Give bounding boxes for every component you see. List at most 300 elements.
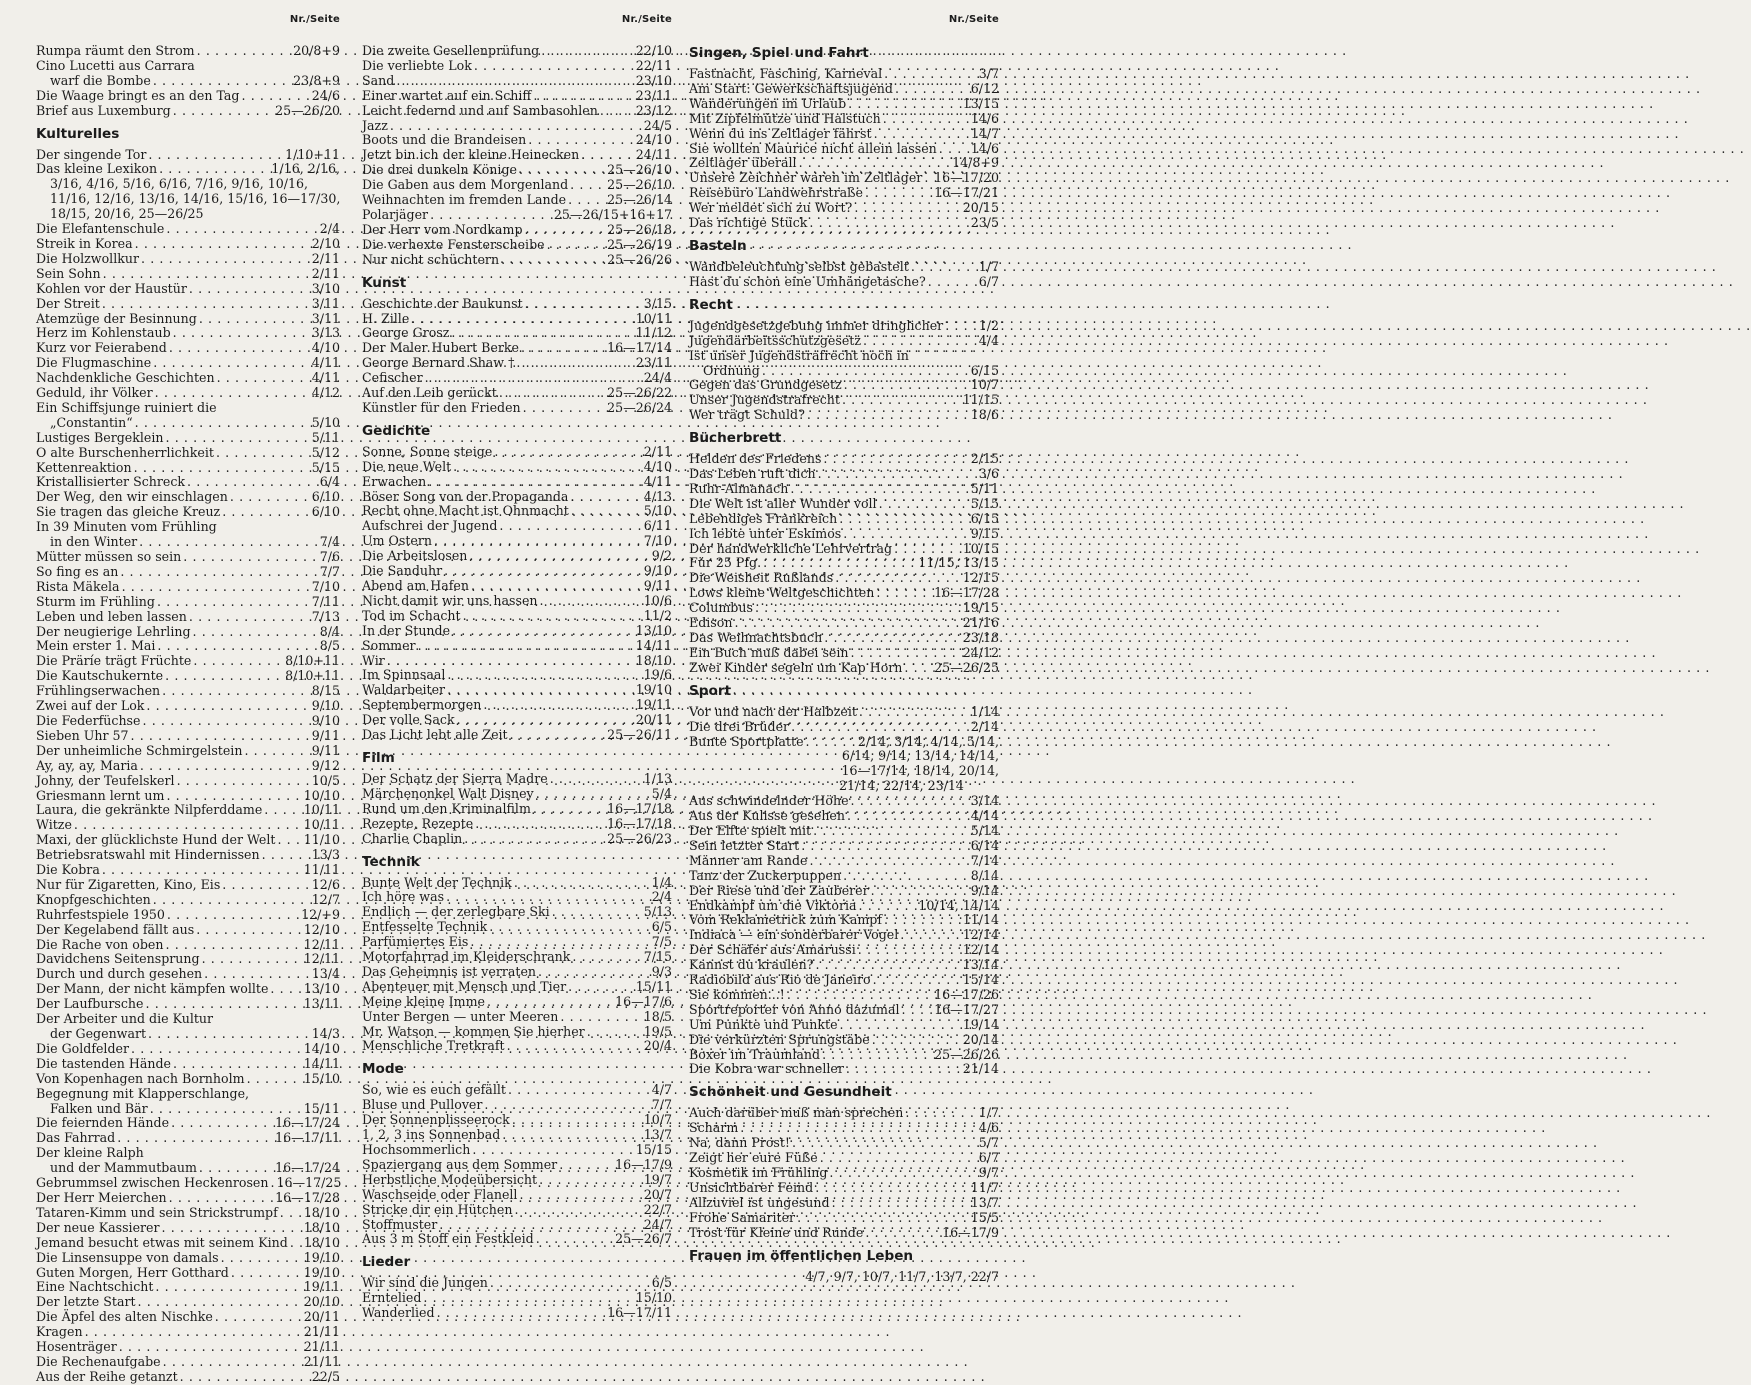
dot-leader — [100, 297, 312, 312]
dot-leader — [473, 817, 607, 832]
dot-leader — [269, 1176, 277, 1191]
entry-title: Ruhrfestspiele 1950 — [36, 906, 165, 922]
index-entry — [36, 74, 340, 89]
dot-leader — [229, 1266, 304, 1281]
entry-page-ref: 21/16 — [962, 615, 999, 631]
index-entry — [362, 1039, 672, 1054]
dot-leader — [195, 44, 294, 59]
index-entry — [36, 818, 340, 833]
index-entry — [36, 1325, 340, 1340]
dot-leader — [519, 341, 607, 356]
entry-page-ref: 19/15 — [962, 600, 999, 616]
dot-leader — [288, 1236, 304, 1251]
dot-leader — [761, 556, 918, 571]
entry-title: Sturm im Frühling — [36, 593, 155, 609]
entry-page-ref: 3/6 — [978, 466, 999, 482]
entry-title: Zeltlager überall — [689, 155, 797, 171]
entry-page-ref: 16—17/9 — [615, 1156, 672, 1172]
entry-title: Allzuviel ist ungesund — [689, 1194, 830, 1210]
index-entry — [36, 490, 340, 505]
entry-page-ref: 2/15 — [970, 451, 999, 467]
index-entry — [36, 938, 340, 953]
entry-title: Wenn du ins Zeltlager fährst — [689, 125, 872, 141]
entry-title: Indiaca — ein sonderbarer Vogel — [689, 927, 899, 943]
entry-page-ref: 9/10 — [643, 563, 672, 579]
entry-title: Atemzüge der Besinnung — [36, 310, 197, 326]
entry-title: So fing es an — [36, 563, 119, 579]
index-entry — [689, 67, 999, 82]
index-entry — [362, 1173, 672, 1188]
index-entry — [362, 832, 672, 847]
index-line: Der Arbeiter und die Kultur — [36, 1011, 214, 1027]
dot-leader — [470, 1143, 635, 1158]
entry-page-ref: 3/15 — [643, 295, 672, 311]
entry-page-ref: 7/14 — [970, 852, 999, 868]
entry-title: Sie kommen...! — [689, 986, 785, 1002]
dot-leader — [788, 482, 970, 497]
entry-title: Wer meldet sich zu Wort? — [689, 200, 853, 216]
entry-title: Mütter müssen so sein — [36, 549, 182, 564]
section-heading: Lieder — [362, 1254, 411, 1271]
entry-title: Kurz vor Feierabend — [36, 340, 167, 356]
entry-page-ref: 12/6 — [311, 876, 340, 892]
dot-leader — [171, 104, 275, 119]
entry-title: Falken und Bär — [50, 1100, 148, 1116]
index-entry — [689, 884, 999, 899]
index-entry — [36, 774, 340, 789]
dot-leader — [517, 163, 607, 178]
column-body — [689, 44, 999, 1284]
entry-title: Bluse und Pullover — [362, 1097, 483, 1113]
entry-title: und der Mammutbaum — [50, 1160, 197, 1176]
entry-title: Trost für Kleine und Runde — [689, 1224, 864, 1240]
dot-leader — [874, 586, 934, 601]
index-entry — [689, 142, 999, 157]
entry-title: Rezepte, Rezepte — [362, 815, 474, 831]
dot-leader — [937, 142, 971, 157]
dot-leader — [133, 416, 312, 431]
entry-title: Kragen — [36, 1324, 83, 1340]
dot-leader — [215, 371, 312, 386]
index-entry — [362, 668, 672, 683]
entry-page-ref: 16—17/6 — [615, 993, 672, 1009]
index-entry — [36, 1116, 340, 1131]
section-heading: Film — [362, 749, 395, 766]
index-entry — [36, 893, 340, 908]
dot-leader — [442, 564, 644, 579]
entry-page-ref: 7/13 — [311, 608, 340, 624]
dot-leader — [539, 44, 636, 59]
entry-title: Stoffmuster — [362, 1216, 438, 1232]
entry-title: Märchenonkel Walt Disney — [362, 785, 534, 801]
entry-page-ref: 14/11 — [303, 1055, 340, 1071]
index-line: 21/14, 22/14, 23/14 — [839, 778, 964, 794]
entry-title: So, wie es euch gefällt — [362, 1082, 506, 1098]
entry-page-ref: 7/7 — [651, 1097, 672, 1113]
dot-leader — [423, 371, 644, 386]
section-heading: Schönheit und Gesundheit — [689, 1084, 892, 1101]
entry-page-ref: 25—26/14 — [607, 192, 672, 208]
entry-title: Die feiernden Hände — [36, 1115, 170, 1131]
entry-title: Motorfahrrad im Kleiderschrank — [362, 949, 571, 965]
entry-page-ref: 19/11 — [635, 697, 672, 713]
entry-title: Die Elefantenschule — [36, 221, 165, 237]
dot-leader — [115, 1131, 275, 1146]
entry-title: Sein letzter Start — [689, 837, 800, 853]
entry-page-ref: 6/12 — [970, 80, 999, 96]
dot-leader — [435, 1306, 608, 1321]
dot-leader — [437, 1218, 643, 1233]
index-line: 16—17/14, 18/14, 20/14, — [841, 763, 999, 779]
index-entry — [362, 1306, 672, 1321]
entry-page-ref: 10/11 — [303, 802, 340, 818]
entry-title: Vom Reklametrick zum Kampf — [689, 912, 883, 928]
entry-page-ref: 19/7 — [643, 1171, 672, 1187]
entry-title: Sand — [362, 72, 395, 88]
index-entry — [362, 817, 672, 832]
dot-leader — [220, 878, 311, 893]
dot-leader — [167, 1191, 275, 1206]
entry-title: Die verkürzten Sprungstäbe — [689, 1031, 870, 1047]
index-entry — [36, 282, 340, 297]
dot-leader — [738, 1121, 978, 1136]
index-entry — [36, 1072, 340, 1087]
section-heading: Sport — [689, 682, 732, 699]
dot-leader — [550, 905, 644, 920]
section-heading: Singen, Spiel und Fahrt — [689, 45, 869, 61]
entry-title: Cefischer — [362, 370, 423, 386]
entry-title: Sommer — [362, 637, 416, 653]
dot-leader — [146, 148, 285, 163]
entry-page-ref: 24/4 — [643, 370, 672, 386]
entry-title: Boots und die Brandeisen — [362, 132, 527, 148]
index-entry — [36, 162, 340, 177]
dot-leader — [813, 1181, 971, 1196]
entry-title: Sein Sohn — [36, 265, 101, 281]
dot-leader — [262, 803, 303, 818]
dot-leader — [872, 127, 971, 142]
index-entry — [689, 1136, 999, 1151]
entry-page-ref: 6/7 — [978, 273, 999, 289]
index-entry — [689, 899, 999, 914]
index-entry — [36, 1251, 340, 1266]
dot-leader — [548, 772, 644, 787]
dot-leader — [187, 282, 312, 297]
entry-title: Kosmetik im Frühling — [689, 1165, 828, 1180]
entry-title: „Constantin“ — [50, 414, 133, 430]
dot-leader — [861, 334, 979, 349]
index-entry — [36, 863, 340, 878]
entry-title: Aus der Kulisse gesehen — [689, 808, 845, 824]
entry-page-ref: 6/14 — [970, 837, 999, 853]
index-entry — [362, 935, 672, 950]
entry-page-ref: 15/11 — [635, 978, 672, 994]
entry-title: Der neue Kassierer — [36, 1219, 160, 1235]
dot-leader — [521, 401, 607, 416]
entry-page-ref: 4/11 — [311, 355, 340, 371]
entry-page-ref: 9/10 — [311, 698, 340, 714]
entry-page-ref: 8/10+11 — [285, 653, 340, 669]
index-entry — [362, 74, 672, 89]
dot-leader — [260, 848, 312, 863]
entry-title: Kristallisierter Schreck — [36, 474, 186, 490]
dot-leader — [849, 794, 971, 809]
index-entry — [689, 542, 999, 557]
index-entry — [36, 684, 340, 699]
dot-leader — [171, 326, 312, 341]
entry-page-ref: 25—26/7 — [615, 1231, 672, 1247]
index-entry — [689, 809, 999, 824]
dot-leader — [523, 223, 608, 238]
index-entry — [36, 997, 340, 1012]
entry-title: Hast du schon eine Umhängetasche? — [689, 273, 926, 289]
entry-page-ref: 9/12 — [311, 757, 340, 773]
dot-leader — [444, 890, 652, 905]
dot-leader — [900, 1003, 935, 1018]
entry-title: Rumpa räumt den Strom — [36, 43, 195, 58]
entry-title: Der Maler Hubert Berke — [362, 340, 519, 356]
dot-leader — [469, 579, 644, 594]
entry-title: Hochsommerlich — [362, 1142, 471, 1157]
index-entry — [689, 186, 999, 201]
dot-leader — [500, 1128, 643, 1143]
entry-title: Waschseide oder Flanell — [362, 1186, 518, 1202]
index-entry — [689, 334, 999, 349]
entry-page-ref: 6/4 — [319, 474, 340, 490]
dot-leader — [197, 1161, 275, 1176]
entry-page-ref: 7/11 — [311, 593, 340, 609]
entry-page-ref: 24/6 — [311, 87, 340, 103]
index-entry — [362, 609, 672, 624]
entry-title: Der singende Tor — [36, 146, 147, 162]
index-entry — [689, 720, 999, 735]
entry-page-ref: 10/6 — [643, 592, 672, 608]
index-entry — [362, 401, 672, 416]
dot-leader — [72, 818, 304, 833]
dot-leader — [508, 728, 607, 743]
entry-title: Die Gaben aus dem Morgenland — [362, 177, 569, 193]
entry-page-ref: 18/10 — [303, 1234, 340, 1250]
entry-title: Von Kopenhagen nach Bornholm — [36, 1070, 245, 1086]
dot-leader — [151, 893, 312, 908]
entry-page-ref: 16—17/25 — [276, 1175, 342, 1191]
index-entry — [36, 1310, 340, 1325]
entry-title: Auf den Leib gerückt — [362, 385, 497, 401]
entry-page-ref: 15/10 — [635, 1290, 672, 1306]
index-entry — [362, 89, 672, 104]
entry-page-ref: 13/3 — [311, 847, 340, 863]
entry-page-ref: 20/4 — [643, 1038, 672, 1054]
index-entry — [689, 705, 999, 720]
entry-page-ref: 14/6 — [970, 140, 999, 156]
entry-title: Der Schäfer aus Amarussi — [689, 942, 856, 958]
entry-title: Laura, die gekränkte Nilpferddame — [36, 802, 263, 818]
entry-page-ref: 8/5 — [319, 638, 340, 654]
entry-title: Rista Mäkela — [36, 578, 120, 594]
index-entry — [362, 148, 672, 163]
dot-leader — [807, 854, 970, 869]
index-entry — [36, 1191, 340, 1206]
entry-page-ref: 10/14, 14/14 — [918, 897, 999, 913]
dot-leader — [795, 1211, 971, 1226]
dot-leader — [140, 714, 311, 729]
index-entry — [36, 848, 340, 863]
index-entry — [689, 1226, 999, 1241]
entry-title: Nachdenkliche Geschichten — [36, 370, 215, 386]
entry-page-ref: 10/7 — [970, 377, 999, 393]
index-entry — [362, 1025, 672, 1040]
index-entry — [362, 890, 672, 905]
dot-leader — [816, 467, 979, 482]
entry-page-ref: 15/14 — [962, 972, 999, 988]
entry-title: Sie wollten Maurice nicht allein lassen — [689, 140, 937, 156]
dot-leader — [841, 527, 970, 542]
dot-leader — [155, 639, 319, 654]
dot-leader — [191, 654, 285, 669]
entry-title: Jemand besucht etwas mit seinem Kind — [36, 1234, 288, 1250]
entry-page-ref: 1/14 — [970, 703, 999, 719]
dot-leader — [472, 59, 636, 74]
entry-title: Mit Zipfelmütze und Halstuch — [689, 110, 881, 126]
index-entry — [362, 178, 672, 193]
dot-leader — [892, 542, 963, 557]
entry-title: Der Elfte spielt mit — [689, 822, 812, 838]
entry-title: George Bernard Shaw † — [362, 355, 515, 371]
index-entry — [36, 803, 340, 818]
entry-page-ref: 1/4 — [651, 874, 672, 890]
entry-page-ref: 3/13 — [311, 325, 340, 341]
entry-page-ref: 20/11 — [635, 712, 672, 728]
entry-title: Kettenreaktion — [36, 459, 132, 475]
dot-leader — [214, 446, 312, 461]
dot-leader — [811, 824, 971, 839]
index-entry — [362, 594, 672, 609]
dot-leader — [732, 616, 962, 631]
dot-leader — [566, 980, 636, 995]
entry-page-ref: 6/5 — [651, 919, 672, 935]
index-line: Ein Schiffsjunge ruiniert die — [36, 399, 217, 415]
entry-page-ref: 12/14 — [962, 927, 999, 943]
entry-title: Gegen das Grundgesetz — [689, 377, 842, 393]
index-entry — [362, 1128, 672, 1143]
entry-title: der Gegenwart — [50, 1026, 147, 1041]
entry-page-ref: 15/5 — [970, 1209, 999, 1225]
index-entry — [36, 446, 340, 461]
dot-leader — [558, 1010, 643, 1025]
index-entry — [689, 1018, 999, 1033]
index-entry — [689, 988, 999, 1003]
dot-leader — [922, 171, 934, 186]
entry-title: Entfesselte Technik — [362, 919, 488, 935]
dot-leader — [175, 774, 312, 789]
dot-leader — [153, 1280, 303, 1295]
dot-leader — [512, 876, 652, 891]
dot-leader — [753, 601, 963, 616]
dot-leader — [160, 1221, 304, 1236]
index-entry — [689, 201, 999, 216]
entry-page-ref: 20/10 — [303, 1294, 340, 1310]
dot-leader — [804, 735, 858, 750]
index-entry — [36, 923, 340, 938]
dot-leader — [497, 519, 643, 534]
index-entry — [36, 1057, 340, 1072]
dot-leader — [416, 639, 636, 654]
entry-title: Nur für Zigaretten, Kino, Eis — [36, 876, 221, 892]
entry-title: Die Waage bringt es an den Tag — [36, 87, 240, 103]
dot-leader — [852, 201, 962, 216]
index-entry — [362, 1291, 672, 1306]
entry-page-ref: 4/11 — [643, 473, 672, 489]
dot-leader — [585, 1025, 644, 1040]
entry-page-ref: 6/7 — [978, 1150, 999, 1166]
index-entry — [36, 967, 340, 982]
entry-page-ref: 9/11 — [311, 727, 340, 743]
index-entry — [362, 253, 672, 268]
entry-title: Radiobild aus Rio de Janeiro — [689, 972, 871, 988]
entry-page-ref: 25—26/10 — [607, 177, 672, 193]
entry-title: Der Mann, der nicht kämpfen wollte — [36, 981, 269, 997]
index-entry — [689, 601, 999, 616]
dot-leader — [841, 869, 971, 884]
index-entry — [689, 1196, 999, 1211]
entry-title: Der Laufbursche — [36, 996, 144, 1012]
index-entry — [362, 1203, 672, 1218]
entry-page-ref: 18/5 — [643, 1008, 672, 1024]
entry-page-ref: 23/8+9 — [293, 72, 340, 88]
dot-leader — [129, 729, 312, 744]
entry-page-ref: 9/7 — [978, 1165, 999, 1180]
entry-title: Die Arbeitslosen — [362, 548, 468, 564]
entry-page-ref: 13/4 — [311, 966, 340, 982]
entry-page-ref: 25—26/26 — [607, 251, 672, 267]
index-entry — [36, 639, 340, 654]
entry-title: Endkampf um die Viktoria — [689, 897, 857, 913]
entry-page-ref: 12/11 — [303, 936, 340, 952]
dot-leader — [160, 684, 312, 699]
index-entry — [689, 1106, 999, 1121]
entry-title: Aus der Reihe getanzt — [36, 1368, 178, 1384]
index-entry — [362, 713, 672, 728]
dot-leader — [487, 920, 652, 935]
dot-leader — [151, 356, 312, 371]
index-entry — [689, 319, 999, 334]
index-line: Ist unser Jugendstrafrecht noch in — [689, 347, 909, 363]
dot-leader — [534, 1232, 615, 1247]
index-entry — [362, 386, 672, 401]
entry-title: Künstler für den Frieden — [362, 399, 521, 415]
entry-title: Das Licht lebt alle Zeit — [362, 727, 508, 743]
index-entry — [362, 728, 672, 743]
entry-title: Betriebsratswahl mit Hindernissen — [36, 847, 260, 863]
entry-page-ref: 24/5 — [643, 117, 672, 133]
dot-leader — [526, 133, 635, 148]
entry-title: Jazz — [362, 117, 388, 133]
index-entry — [689, 156, 999, 171]
entry-title: Tataren-Kimm und sein Strickstrumpf — [36, 1204, 278, 1220]
dot-leader — [821, 452, 970, 467]
entry-page-ref: 10/11 — [303, 817, 340, 833]
dot-leader — [598, 104, 636, 119]
dot-leader — [856, 943, 963, 958]
dot-leader — [144, 699, 311, 714]
index-entry — [36, 878, 340, 893]
entry-title: Der volle Sack — [362, 712, 455, 728]
dot-leader — [531, 89, 635, 104]
index-entry — [36, 982, 340, 997]
index-line: 11/16, 12/16, 13/16, 14/16, 15/16, 16—17/30, — [50, 191, 341, 207]
dot-leader — [385, 654, 636, 669]
dot-leader — [421, 1291, 635, 1306]
